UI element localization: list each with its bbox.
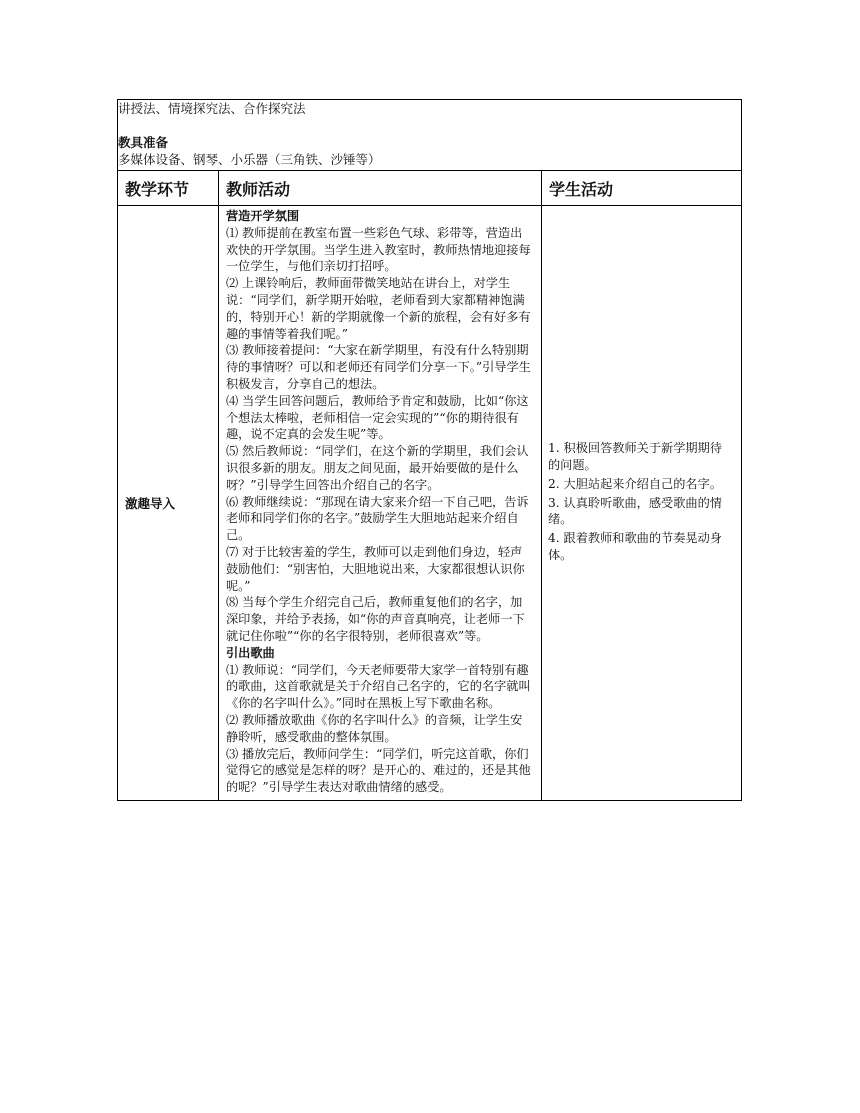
teacher-item: ⑵ 教师播放歌曲《你的名字叫什么》的音频，让学生安静聆听，感受歌曲的整体氛围。	[226, 712, 523, 744]
stage-label: 激趣导入	[118, 206, 219, 801]
teacher-item: ⑶ 播放完后，教师问学生：“同学们，听完这首歌，你们觉得它的感觉是怎样的呀？是开心的、难过的，还是其他的呢？”引导学生表达对歌曲情绪的感受。	[226, 746, 531, 795]
section-title: 营造开学氛围	[226, 209, 300, 223]
equipment-heading: 教具准备	[118, 135, 169, 150]
lesson-plan-table	[117, 99, 742, 801]
teacher-item: ⑶ 教师接着提问：“大家在新学期里，有没有什么特别期待的事情呀？可以和老师还有同学们分享一下。”引导学生积极发言，分享自己的想法。	[226, 343, 531, 391]
student-item: 1. 积极回答教师关于新学期期待的问题。	[548, 441, 722, 472]
teacher-activities	[219, 206, 542, 801]
teacher-item: ⑴ 教师说：“同学们，今天老师要带大家学一首特别有趣的歌曲，这首歌就是关于介绍自己名字的，它的名字就叫《你的名字叫什么》。”同时在黑板上写下歌曲名称。	[226, 662, 531, 711]
teacher-item: ⑹ 教师继续说：“那现在请大家来介绍一下自己吧，告诉老师和同学们你的名字。”鼓励学生大胆地站起来介绍自己。	[226, 494, 529, 543]
teacher-item: ⑺ 对于比较害羞的学生，教师可以走到他们身边，轻声鼓励他们：“别害怕，大胆地说出来，大家都很想认识你呢。”	[226, 544, 525, 593]
teacher-item: ⑸ 然后教师说：“同学们，在这个新的学期里，我们会认识很多新的朋友。朋友之间见面，最开始要做的是什么呀？”引导学生回答出介绍自己的名字。	[226, 444, 529, 492]
student-item: 3. 认真聆听歌曲，感受歌曲的情绪。	[548, 495, 722, 527]
teacher-item: ⑵ 上课铃响后，教师面带微笑地站在讲台上，对学生说：“同学们，新学期开始啦，老师看到大家都精神饱满的，特别开心！新的学期就像一个新的旅程，会有好多有趣的事情等着我们呢。”	[226, 276, 531, 341]
header-row	[118, 171, 742, 206]
equipment-list: 多媒体设备、钢琴、小乐器（三角铁、沙锤等）	[118, 152, 381, 167]
teacher-item: ⑻ 当每个学生介绍完自己后，教师重复他们的名字，加深印象，并给予表扬，如“你的声音真响亮，让老师一下就记住你啦”“你的名字很特别，老师很喜欢”等。	[226, 595, 525, 643]
content-row	[118, 206, 742, 801]
section-title: 引出歌曲	[226, 645, 275, 660]
teaching-methods: 讲授法、情境探究法、合作探究法	[118, 101, 306, 116]
student-item: 4. 跟着教师和歌曲的节奏晃动身体。	[548, 531, 722, 562]
intro-row	[118, 100, 742, 171]
header-student: 学生活动	[542, 171, 742, 206]
header-teacher: 教师活动	[219, 171, 542, 206]
teacher-item: ⑴ 教师提前在教室布置一些彩色气球、彩带等，营造出欢快的开学氛围。当学生进入教室时，教师热情地迎接每一位学生，与他们亲切打招呼。	[226, 225, 531, 274]
student-item: 2. 大胆站起来介绍自己的名字。	[548, 476, 722, 491]
intro-cell	[118, 100, 742, 171]
header-stage: 教学环节	[118, 171, 219, 206]
teacher-item: ⑷ 当学生回答问题后，教师给予肯定和鼓励，比如“你这个想法太棒啦，老师相信一定会实现的”“你的期待很有趣，说不定真的会发生呢”等。	[226, 393, 529, 442]
student-activities	[542, 206, 742, 801]
